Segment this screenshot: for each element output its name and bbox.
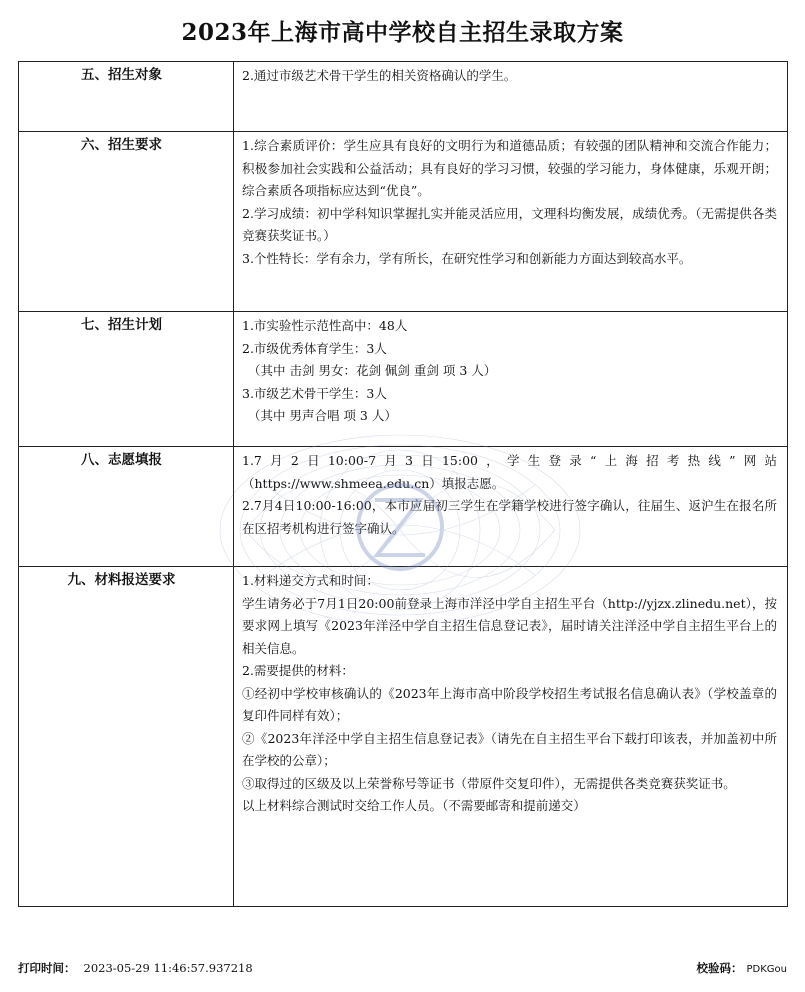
check-code-label: 校验码： [696, 961, 743, 975]
table-row [19, 447, 788, 567]
content-line: ①经初中学校审核确认的《2023年上海市高中阶段学校招生考试报名信息确认表》（学校盖章的复印件同样有效）； [242, 685, 777, 723]
row-content [234, 567, 788, 907]
row-label: 九、材料报送要求 [19, 567, 234, 907]
content-line: 3.个性特长：学有余力，学有所长，在研究性学习和创新能力方面达到较高水平。 [242, 250, 692, 266]
row-content [234, 132, 788, 312]
content-line: 2.通过市级艺术骨干学生的相关资格确认的学生。 [242, 68, 517, 83]
row-content [234, 62, 788, 132]
content-line: 以上材料综合测试时交给工作人员。（不需要邮寄和提前递交） [242, 798, 586, 813]
row-content [234, 312, 788, 447]
row-label: 八、志愿填报 [19, 447, 234, 567]
admission-plan-table [18, 61, 788, 907]
content-line: 1.市实验性示范性高中：48人 [242, 318, 408, 333]
row-content [234, 447, 788, 567]
content-line: 2.学习成绩：初中学科知识掌握扎实并能灵活应用，文理科均衡发展，成绩优秀。（无需提供各类竞赛获奖证书。） [242, 205, 777, 243]
row-label: 七、招生计划 [19, 312, 234, 447]
content-line: ③取得过的区级及以上荣誉称号等证书（带原件交复印件），无需提供各类竞赛获奖证书。 [242, 775, 736, 791]
content-line: 1.综合素质评价：学生应具有良好的文明行为和道德品质；有较强的团队精神和交流合作能力；积极参加社会实践和公益活动；具有良好的学习习惯，较强的学习能力，身体健康，乐观开朗；综合素质各项指标应达到“优良”。 [242, 138, 777, 198]
content-line: 3.市级艺术骨干学生：3人 [242, 385, 387, 401]
row-label: 五、招生对象 [19, 62, 234, 132]
check-code-value: PDKGou [746, 964, 787, 975]
content-line: 1.7月2日10:00-7月3日15:00，学生登录“上海招考热线”网站（https://www.shmeea.edu.cn）填报志愿。 [242, 453, 777, 491]
check-code [697, 960, 788, 976]
print-time-label: 打印时间： [18, 961, 76, 975]
table-row [19, 567, 788, 907]
content-line: 1.材料递交方式和时间： [242, 573, 379, 588]
table-row [19, 312, 788, 447]
document-title: 2023年上海市高中学校自主招生录取方案 [181, 19, 624, 46]
content-line: 2.市级优秀体育学生：3人 [242, 340, 387, 356]
content-line: 2.7月4日10:00-16:00，本市应届初三学生在学籍学校进行签字确认，往届生、返沪生在报名所在区招考机构进行签字确认。 [242, 498, 777, 536]
content-line: （其中 击剑 男女：花剑 佩剑 重剑 项 3 人） [248, 363, 497, 378]
print-time-value: 2023-05-29 11:46:57.937218 [83, 961, 253, 975]
content-line: 学生请务必于7月1日20:00前登录上海市洋泾中学自主招生平台（http://yjzx.zlinedu.net），按要求网上填写《2023年洋泾中学自主招生信息登记表》，届时请关注洋泾中学自主招生平台上的相关信息。 [242, 595, 777, 656]
content-line: （其中 男声合唱 项 3 人） [248, 408, 397, 423]
print-time [18, 960, 253, 976]
table-row [19, 132, 788, 312]
content-line: ②《2023年洋泾中学自主招生信息登记表》（请先在自主招生平台下载打印该表，并加盖初中所在学校的公章）； [242, 730, 777, 768]
content-line: 2.需要提供的材料： [242, 663, 354, 678]
table-row [19, 62, 788, 132]
row-label: 六、招生要求 [19, 132, 234, 312]
